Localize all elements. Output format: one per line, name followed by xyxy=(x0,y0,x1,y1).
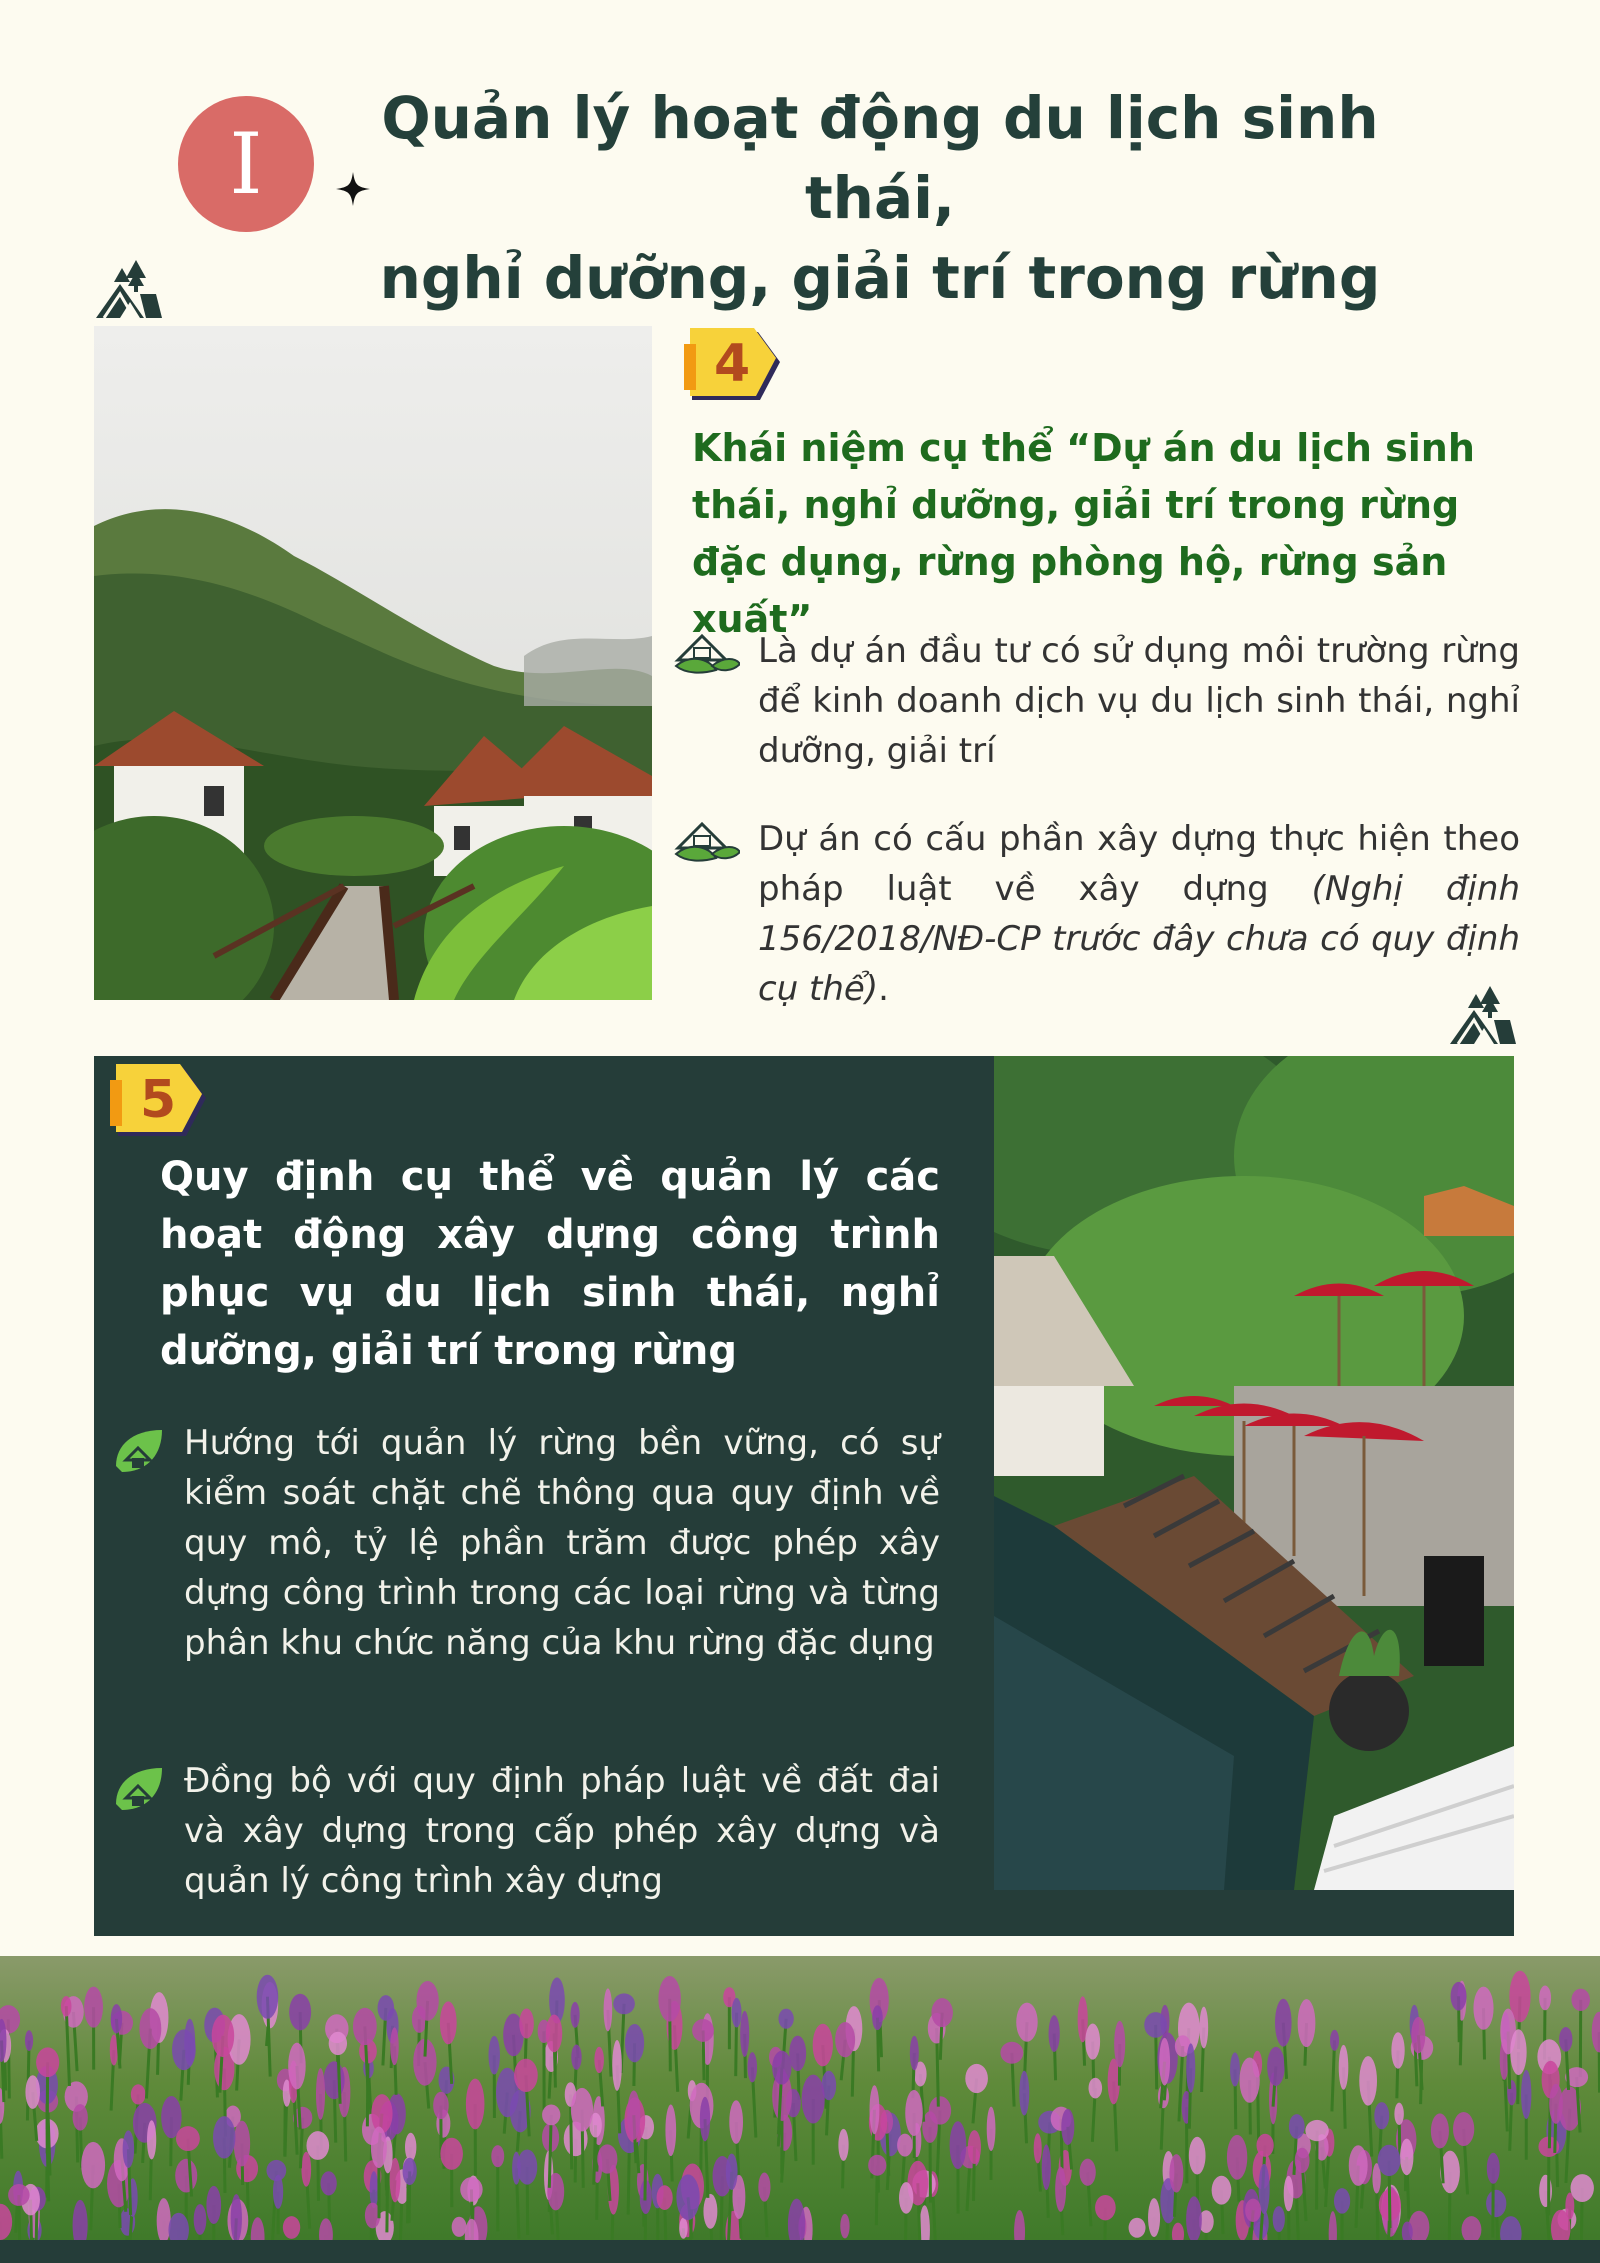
section-5-number: 5 xyxy=(140,1070,177,1130)
bullet-text-main: Dự án có cấu phần xây dựng thực hiện theo pháp luật về xây dựng xyxy=(758,819,1520,909)
section-5-bullet-text: Đồng bộ với quy định pháp luật về đất đai và xây dựng trong cấp phép xây dựng và quản lý công trình xây dựng xyxy=(184,1761,940,1901)
section-5-bullet-text: Hướng tới quản lý rừng bền vững, có sự kiểm soát chặt chẽ thông qua quy định về quy mô, tỷ lệ phần trăm được phép xây dựng công trình trong các loại rừng và từng phân khu chức năng của khu rừng đặc dụng xyxy=(184,1423,940,1663)
house-leaf-icon xyxy=(672,630,740,676)
section-numeral-badge xyxy=(178,96,314,232)
section-4-number: 4 xyxy=(714,334,751,394)
section-5-number-tag xyxy=(108,1062,208,1142)
page-title xyxy=(330,78,1430,318)
leaf-house-icon xyxy=(112,1426,168,1474)
section-4-bullet-text xyxy=(758,814,1520,1014)
resort-bungalows-photo xyxy=(94,326,652,1000)
footer-bar xyxy=(0,2240,1600,2263)
section-numeral: I xyxy=(229,115,263,213)
section-4-number-tag xyxy=(682,326,782,406)
leaf-house-icon xyxy=(112,1764,168,1812)
title-line-1: Quản lý hoạt động du lịch sinh thái, xyxy=(381,84,1379,232)
tent-trees-icon xyxy=(94,254,164,318)
tent-trees-icon xyxy=(1448,980,1518,1044)
section-4-heading: Khái niệm cụ thể “Dự án du lịch sinh thái, nghỉ dưỡng, giải trí trong rừng đặc dụng, rừng phòng hộ, rừng sản xuất” xyxy=(692,426,1475,641)
bullet-text-italic: (Nghị định 156/2018/NĐ-CP trước đây chưa có quy định cụ thể) xyxy=(758,869,1520,1009)
bullet-text-tail: . xyxy=(878,969,889,1009)
section-4-bullet-text: Là dự án đầu tư có sử dụng môi trường rừng để kinh doanh dịch vụ du lịch sinh thái, nghỉ dưỡng, giải trí xyxy=(758,631,1520,771)
section-5-heading: Quy định cụ thể về quản lý các hoạt động xây dựng công trình phục vụ du lịch sinh thái, nghỉ dưỡng, giải trí trong rừng xyxy=(160,1154,940,1374)
title-line-2: nghỉ dưỡng, giải trí trong rừng xyxy=(379,244,1381,312)
house-leaf-icon xyxy=(672,818,740,864)
flower-field-photo xyxy=(0,1956,1600,2240)
pool-umbrellas-photo xyxy=(994,1056,1514,1890)
